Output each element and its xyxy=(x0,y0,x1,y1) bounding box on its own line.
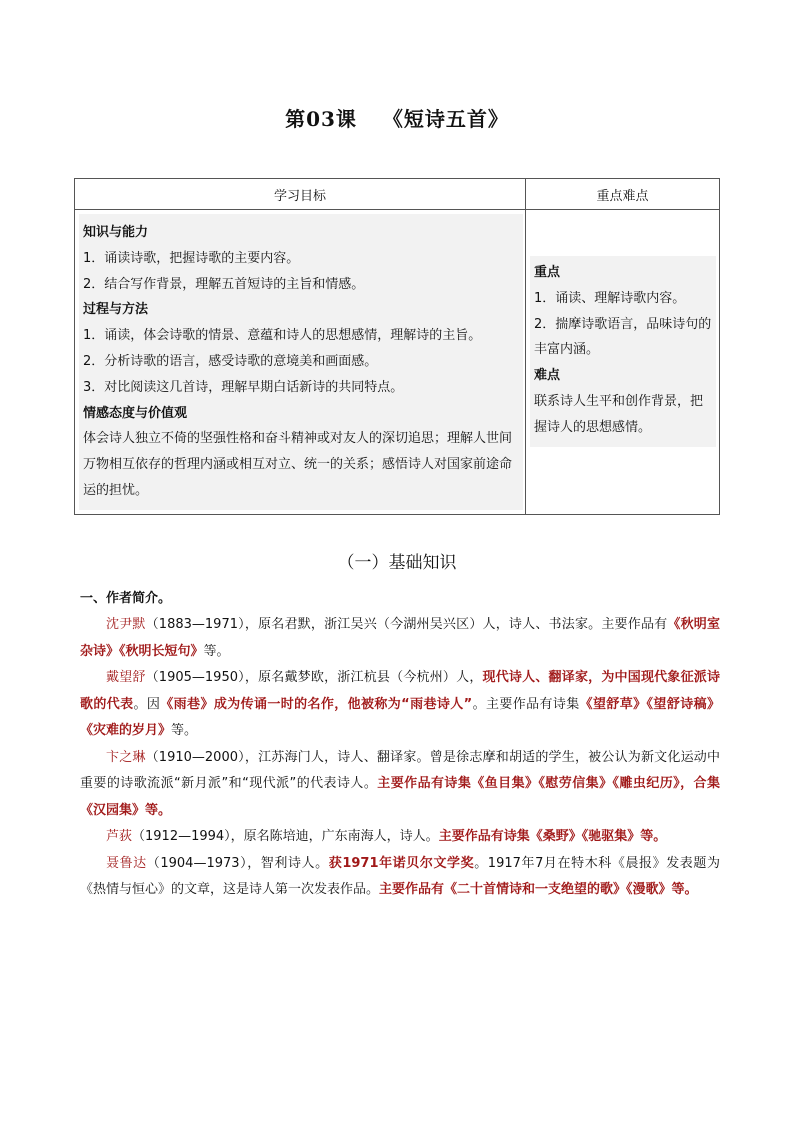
author-text: （1910—2000），江苏海门人，诗人、翻译家。曾是徐志摩和胡适的学生，被公认为新文化运动中重要的诗歌流派“新月派”和“现代派”的代表诗人。 xyxy=(80,749,720,791)
key-item: 1．诵读、理解诗歌内容。 xyxy=(534,290,686,306)
lesson-number: 第03课 xyxy=(285,107,357,131)
author-paragraph xyxy=(80,665,720,745)
author-name: 戴望舒 xyxy=(106,670,146,685)
author-text: 等。 xyxy=(171,723,198,738)
heading-knowledge: 知识与能力 xyxy=(83,225,149,240)
author-name: 聂鲁达 xyxy=(106,855,147,871)
author-name: 沈尹默 xyxy=(106,617,146,632)
author-works: 《望舒草》《望舒诗稿》《灾难的岁月》 xyxy=(80,696,720,738)
difficult-item: 联系诗人生平和创作背景，把握诗人的思想感情。 xyxy=(534,393,704,435)
key-points-cell xyxy=(526,210,720,515)
author-name: 卞之琳 xyxy=(106,749,146,765)
key-points-panel xyxy=(530,256,716,447)
author-paragraph xyxy=(80,824,720,851)
author-highlight: 现代诗人、翻译家，为中国现代象征派诗歌的代表 xyxy=(80,670,720,712)
sub-title: 一、作者简介。 xyxy=(80,591,172,606)
learning-goals-cell xyxy=(75,210,526,515)
heading-process: 过程与方法 xyxy=(83,302,149,318)
goal-item: 1．诵读诗歌，把握诗歌的主要内容。 xyxy=(83,250,300,266)
author-works: 主要作品有诗集《桑野》《驰驱集》等。 xyxy=(438,829,667,844)
author-works: 《秋明室杂诗》《秋明长短句》 xyxy=(80,617,720,659)
author-intro xyxy=(80,612,720,904)
learning-goals-panel xyxy=(79,214,523,510)
author-works: 主要作品有诗集《鱼目集》《慰劳信集》《雕虫纪历》，合集《汉园集》等。 xyxy=(80,776,720,818)
key-item: 2．揣摩诗歌语言，品味诗句的丰富内涵。 xyxy=(534,316,712,358)
author-text: （1905—1950），原名戴梦欧，浙江杭县（今杭州）人， xyxy=(145,670,483,685)
header-learning-goals: 学习目标 xyxy=(75,179,526,210)
lesson-name: 《短诗五首》 xyxy=(382,107,509,131)
author-text: 。主要作品有诗集 xyxy=(472,696,580,712)
objectives-table xyxy=(74,178,720,515)
goal-item: 3．对比阅读这几首诗，理解早期白话新诗的共同特点。 xyxy=(83,379,404,395)
author-text: （1883—1971），原名君默，浙江吴兴（今湖州吴兴区）人，诗人、书法家。主要作品有 xyxy=(145,617,668,632)
author-text: （1912—1994），原名陈培迪，广东南海人，诗人。 xyxy=(132,829,439,844)
author-paragraph xyxy=(80,745,720,825)
header-key-points: 重点难点 xyxy=(526,179,720,210)
page-title xyxy=(0,103,794,132)
author-works: 主要作品有《二十首情诗和一支绝望的歌》《漫歌》等。 xyxy=(379,882,698,897)
author-text: 。因 xyxy=(133,696,161,712)
goal-item: 2．分析诗歌的语言，感受诗歌的意境美和画面感。 xyxy=(83,353,378,369)
author-text: （1904—1973），智利诗人。 xyxy=(146,855,329,871)
author-highlight: 《雨巷》成为传诵一时的名作，他被称为“雨巷诗人” xyxy=(160,696,473,712)
heading-difficult: 难点 xyxy=(534,368,561,384)
author-name: 芦荻 xyxy=(106,829,133,844)
author-paragraph xyxy=(80,851,720,904)
goal-item: 1．诵读，体会诗歌的情景、意蕴和诗人的思想感情，理解诗的主旨。 xyxy=(83,328,482,344)
author-paragraph xyxy=(80,612,720,665)
author-highlight: 获1971年诺贝尔文学奖 xyxy=(328,855,475,871)
goal-item: 体会诗人独立不倚的坚强性格和奋斗精神或对友人的深切追思；理解人世间万物相互依存的哲理内涵或相互对立、统一的关系；感悟诗人对国家前途命运的担忧。 xyxy=(83,431,513,498)
author-text: 。1917年7月在特木科《晨报》发表题为《热情与恒心》的文章，这是诗人第一次发表作品。 xyxy=(80,855,720,897)
goal-item: 2．结合写作背景，理解五首短诗的主旨和情感。 xyxy=(83,276,365,292)
heading-emotion: 情感态度与价值观 xyxy=(83,405,188,421)
section-title: （一）基础知识 xyxy=(337,553,457,573)
heading-key: 重点 xyxy=(534,265,561,280)
author-text: 等。 xyxy=(203,643,230,659)
